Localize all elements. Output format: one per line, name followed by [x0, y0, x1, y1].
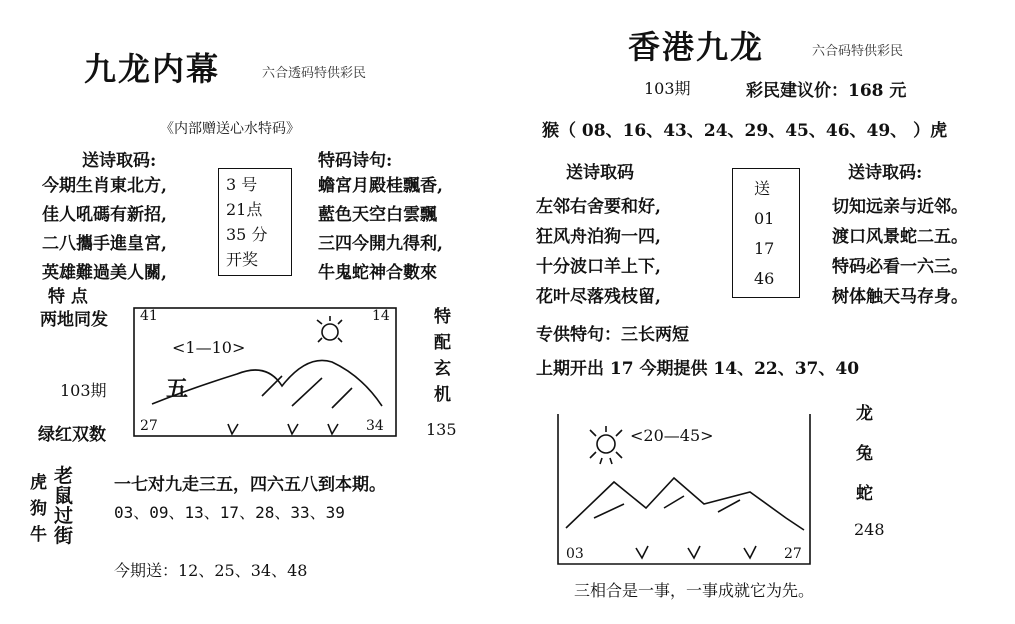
sketch-tr: 14: [372, 308, 390, 324]
zodiac-mid: [54, 466, 73, 546]
special-poem: [318, 172, 443, 288]
vertical-char: 配: [434, 333, 451, 353]
grass-icon: [228, 424, 338, 434]
right-poem-heading-left: 送诗取码: [566, 163, 634, 183]
vertical-char: 玄: [434, 359, 451, 379]
right-issue: 103期: [644, 79, 691, 98]
right-title: 香港九龙: [628, 28, 765, 66]
right-tagline: 六合码特供彩民: [812, 44, 904, 59]
poem-line: 花叶尽落残枝留,: [536, 287, 661, 307]
zodiac-char: 虎: [30, 473, 47, 493]
special-line: 蟾宮月殿桂飄香,: [318, 176, 443, 196]
poem-line: 树体触天马存身。: [832, 287, 968, 307]
left-poem-heading: 送诗取码:: [82, 151, 157, 171]
right-sketch-bl: 03: [566, 546, 584, 562]
zodiac-mid-char: 过: [54, 505, 74, 527]
right-sketch-br: 27: [784, 546, 802, 562]
draw-time-line: 21点: [226, 200, 263, 219]
green-red: 绿红双数: [38, 425, 106, 445]
poem-line: 切知远亲与近邻。: [832, 197, 968, 217]
vertical-char: 特: [434, 307, 451, 327]
left-subtitle: 《内部赠送心水特码》: [160, 121, 300, 137]
gift-line: 送: [754, 179, 771, 198]
last-issue: 上期开出 17 今期提供 14、22、37、40: [536, 359, 860, 379]
zodiac-char: 狗: [30, 499, 47, 519]
poem-line: 左邻右舍要和好,: [536, 197, 661, 217]
sketch-bl: 27: [140, 418, 158, 434]
grass-icon: [636, 546, 756, 558]
gift-line: 46: [754, 269, 775, 288]
draw-time-line: 35 分: [226, 225, 268, 244]
draw-time-line: 开奖: [226, 250, 259, 269]
right-poem-right: [832, 192, 968, 312]
side-char: 蛇: [856, 484, 873, 504]
special-line: 三四今開九得利,: [318, 234, 443, 254]
side-vertical: [856, 394, 873, 514]
bottom-verse: 三相合是一事，一事成就它为先。: [574, 581, 815, 600]
right-price: 彩民建议价：168 元: [746, 81, 907, 101]
te-label: 特 点: [48, 287, 88, 307]
vertical-char: 机: [434, 385, 451, 405]
gift-box-text: [754, 174, 774, 294]
zodiac-mid-char: 鼠: [54, 485, 74, 507]
draw-time-text: [226, 172, 267, 272]
right-number: 135: [426, 420, 457, 439]
sun-icon: [322, 324, 338, 340]
poem-line: 英雄難過美人關,: [42, 263, 167, 283]
special-heading: 特码诗句:: [318, 151, 393, 171]
special-line: 藍色天空白雲飄: [318, 205, 437, 225]
side-number: 248: [854, 520, 885, 539]
zodiac-char: 牛: [30, 525, 47, 545]
zodiac-mid-char: 街: [54, 525, 74, 547]
right-poem-heading-right: 送诗取码:: [848, 163, 923, 183]
gift-line: 01: [754, 209, 775, 228]
slope-icon: [594, 496, 740, 518]
poem-line: 今期生肖東北方,: [42, 176, 167, 196]
poem-line: 狂风舟泊狗一四,: [536, 227, 661, 247]
slope-icon: [262, 376, 352, 408]
side-char: 龙: [856, 404, 873, 424]
right-special: 专供特句：三长两短: [536, 325, 689, 345]
left-tagline: 六合透码特供彩民: [262, 66, 367, 81]
sketch-tl: 41: [140, 308, 158, 324]
sun-rays-icon: [590, 426, 622, 464]
two-places: 两地同发: [40, 310, 108, 330]
zodiac-left: [30, 470, 47, 548]
gift-line: 17: [754, 239, 775, 258]
mountain-icon: [566, 478, 804, 530]
left-panel: [0, 0, 505, 624]
right-poem-left: [536, 192, 661, 312]
left-issue: 103期: [60, 381, 107, 400]
special-line: 牛鬼蛇神合數來: [318, 263, 437, 283]
right-sketch-range: <20—45>: [630, 426, 714, 445]
right-panel: [510, 0, 1015, 624]
right-vertical: [434, 304, 451, 408]
draw-time-line: 3 号: [226, 175, 258, 194]
left-title: 九龙内幕: [84, 50, 221, 88]
poem-line: 渡口风景蛇二五。: [832, 227, 968, 247]
verse: 一七对九走三五，四六五八到本期。: [114, 475, 386, 495]
sketch-range: <1—10>: [172, 338, 246, 357]
left-poem: [42, 172, 167, 288]
sketch-br: 34: [366, 418, 384, 434]
sun-icon: [597, 435, 615, 453]
zodiac-mid-char: 老: [54, 465, 74, 487]
numbers: 03、09、13、17、28、33、39: [114, 503, 345, 522]
side-char: 兔: [856, 444, 873, 464]
poem-line: 十分波口羊上下,: [536, 257, 661, 277]
sketch-char: 五: [166, 376, 189, 402]
poem-line: 佳人吼碼有新招,: [42, 205, 167, 225]
this-issue: 今期送：12、25、34、48: [114, 561, 308, 580]
poem-line: 特码必看一六三。: [832, 257, 968, 277]
monkey-line: 猴（ 08、16、43、24、29、45、46、49、 ）虎: [542, 121, 948, 141]
poem-line: 二八攜手進皇宮,: [42, 234, 167, 254]
